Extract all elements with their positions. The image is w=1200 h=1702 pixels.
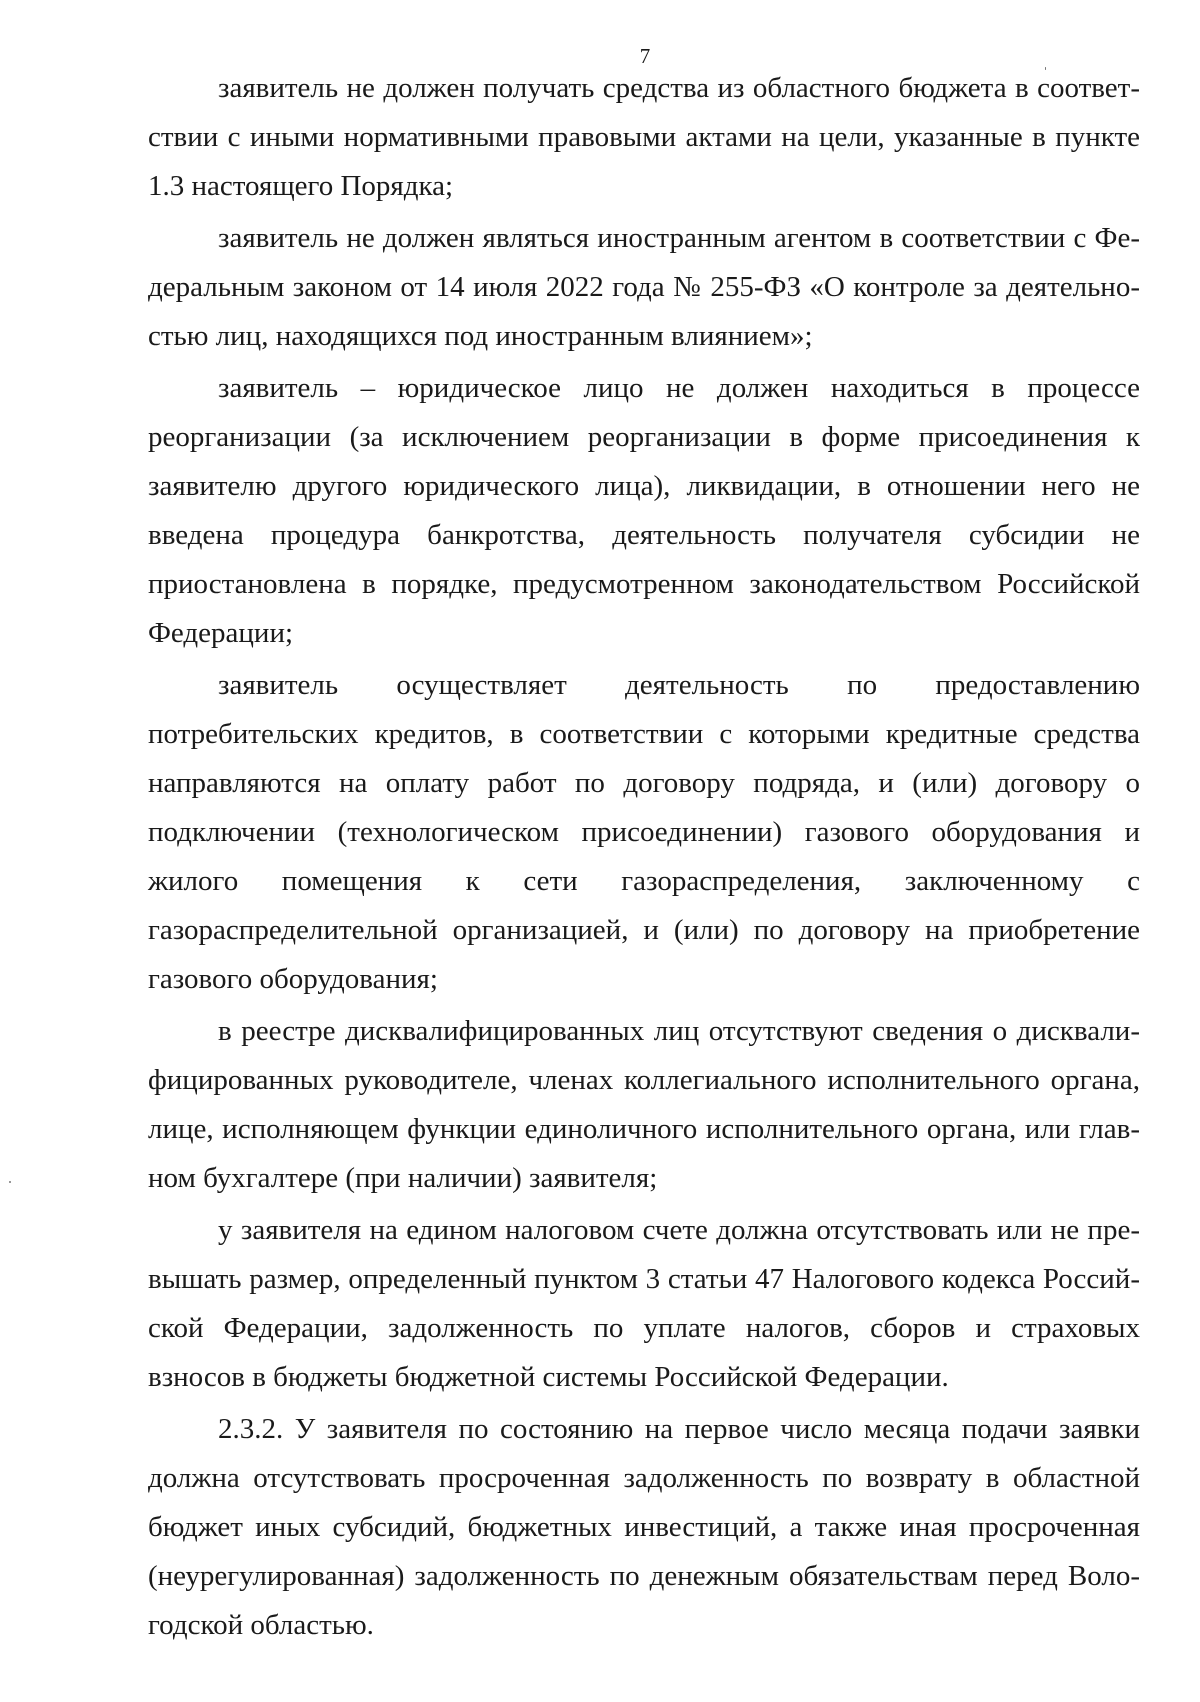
document-body [148,64,1140,1653]
paragraph-reorganization: заявитель – юридическое лицо не должен находиться в процессе реорганизации (за исключением реорганизации в форме присоединения к заявителю другого юридического лица), ликвидации, в отношении него не введена процедура банкротства, деятельность получателя субсидии не приостановлена в порядке, предусмотренном законодательством Российской Федерации; [148,372,1140,649]
paragraph-2-3-2: 2.3.2. У заявителя по состоянию на первое число месяца подачи заявки должна отсутствовать просроченная задолженность по возврату в областной бюджет иных субсидий, бюджетных инвестиций, а также иная просроченная (неурегулированная) задолженность по денежным обязательствам перед Вологодской областью. [148,1413,1140,1641]
paragraph-tax-debt: у заявителя на едином налоговом счете должна отсутствовать или не превышать размер, определенный пунктом 3 статьи 47 Налогового кодекса Российской Федерации, задолженность по уплате налогов, сборов и страховых взносов в бюджеты бюджетной системы Российской Федерации. [148,1214,1140,1393]
paragraph-budget-funds: заявитель не должен получать средства из областного бюджета в соответствии с иными нормативными правовыми актами на цели, указанные в пункте 1.3 настоящего Порядка; [148,72,1140,202]
paragraph-foreign-agent: заявитель не должен являться иностранным агентом в соответствии с Федеральным законом от 14 июля 2022 года № 255-ФЗ «О контроле за деятельностью лиц, находящихся под иностранным влиянием»; [148,222,1140,352]
scan-speck [9,1181,11,1183]
paragraph-consumer-credits: заявитель осуществляет деятельность по предоставлению потребительских кредитов, в соответствии с которыми кредитные средства направляются на оплату работ по договору подряда, и (или) договору о подключении (технологическом присоединении) газового оборудования и жилого помещения к сети газораспределения, заключенному с газораспределительной организацией, и (или) по договору на приобретение газового оборудования; [148,669,1140,995]
page-number: 7 [639,44,651,68]
scan-speck [1045,67,1046,70]
paragraph-disqualified-persons: в реестре дисквалифицированных лиц отсутствуют сведения о дисквалифицированных руководителе, членах коллегиального исполнительного органа, лице, исполняющем функции единоличного исполнительного органа, или главном бухгалтере (при наличии) заявителя; [148,1015,1140,1194]
